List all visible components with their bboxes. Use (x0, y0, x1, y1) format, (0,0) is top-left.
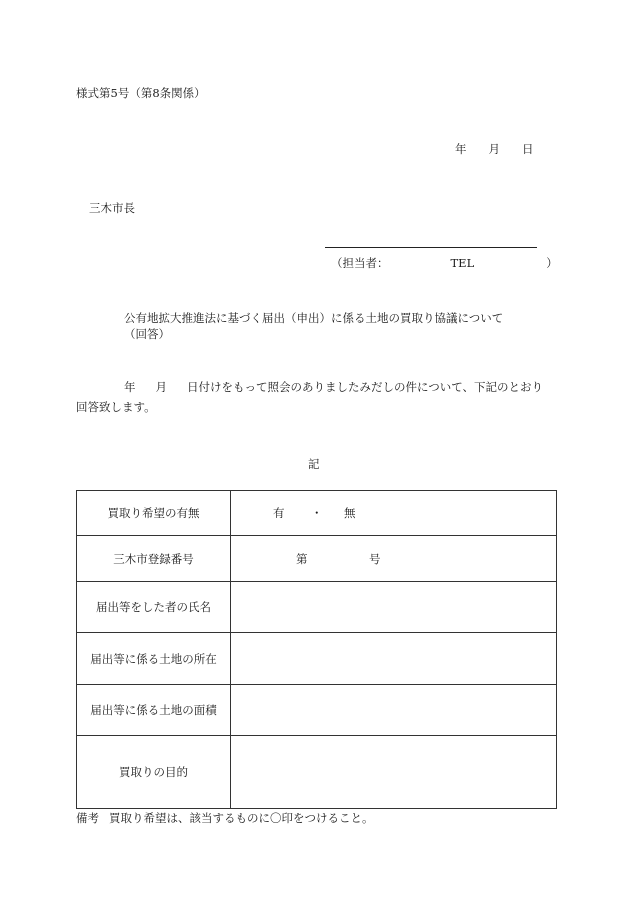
table-row (77, 491, 557, 536)
signature-line (325, 247, 537, 248)
body-text: 日付けをもって照会のありましたみだしの件について、下記のとおり回答致します。 (76, 380, 544, 414)
option-yes: 有 (273, 506, 285, 520)
subject-line-2: （回答） (124, 327, 170, 341)
table-row (77, 736, 557, 809)
contact-tel-label: TEL (450, 256, 475, 270)
table-row (77, 536, 557, 582)
body-year: 年 (124, 380, 136, 394)
land-location-label: 届出等に係る土地の所在 (77, 633, 231, 685)
applicant-name-label: 届出等をした者の氏名 (77, 582, 231, 633)
remarks-text: 買取り希望は、該当するものに〇印をつけること。 (109, 811, 374, 825)
purchase-wish-value (231, 491, 557, 536)
table-row (77, 582, 557, 633)
addressee: 三木市長 (89, 201, 135, 215)
registration-number-value (231, 536, 557, 582)
date-day-label: 日 (522, 142, 534, 156)
form-number: 様式第5号（第8条関係） (76, 86, 206, 100)
contact-person-label: （担当者： (331, 256, 389, 270)
body-month: 月 (155, 380, 167, 394)
applicant-name-value (231, 582, 557, 633)
table-row (77, 685, 557, 736)
registration-number-label: 三木市登録番号 (77, 536, 231, 582)
contact-line (331, 255, 558, 271)
land-area-value (231, 685, 557, 736)
number-prefix: 第 (296, 551, 308, 566)
land-location-value (231, 633, 557, 685)
purchase-purpose-label: 買取りの目的 (77, 736, 231, 809)
ki-heading: 記 (308, 457, 320, 471)
response-table (76, 490, 557, 809)
subject (124, 310, 503, 342)
table-row (77, 633, 557, 685)
remarks-label: 備考 (76, 811, 99, 825)
number-suffix: 号 (369, 551, 381, 566)
option-separator: ・ (311, 506, 323, 520)
option-no: 無 (344, 506, 356, 520)
date-line (455, 141, 534, 157)
remarks-note (76, 810, 374, 826)
contact-close-paren: ） (546, 256, 558, 270)
subject-line-1: 公有地拡大推進法に基づく届出（申出）に係る土地の買取り協議について (124, 311, 504, 325)
date-year-label: 年 (455, 142, 467, 156)
body-paragraph (76, 377, 554, 417)
land-area-label: 届出等に係る土地の面積 (77, 685, 231, 736)
purchase-wish-label: 買取り希望の有無 (77, 491, 231, 536)
purchase-purpose-value (231, 736, 557, 809)
date-month-label: 月 (488, 142, 500, 156)
